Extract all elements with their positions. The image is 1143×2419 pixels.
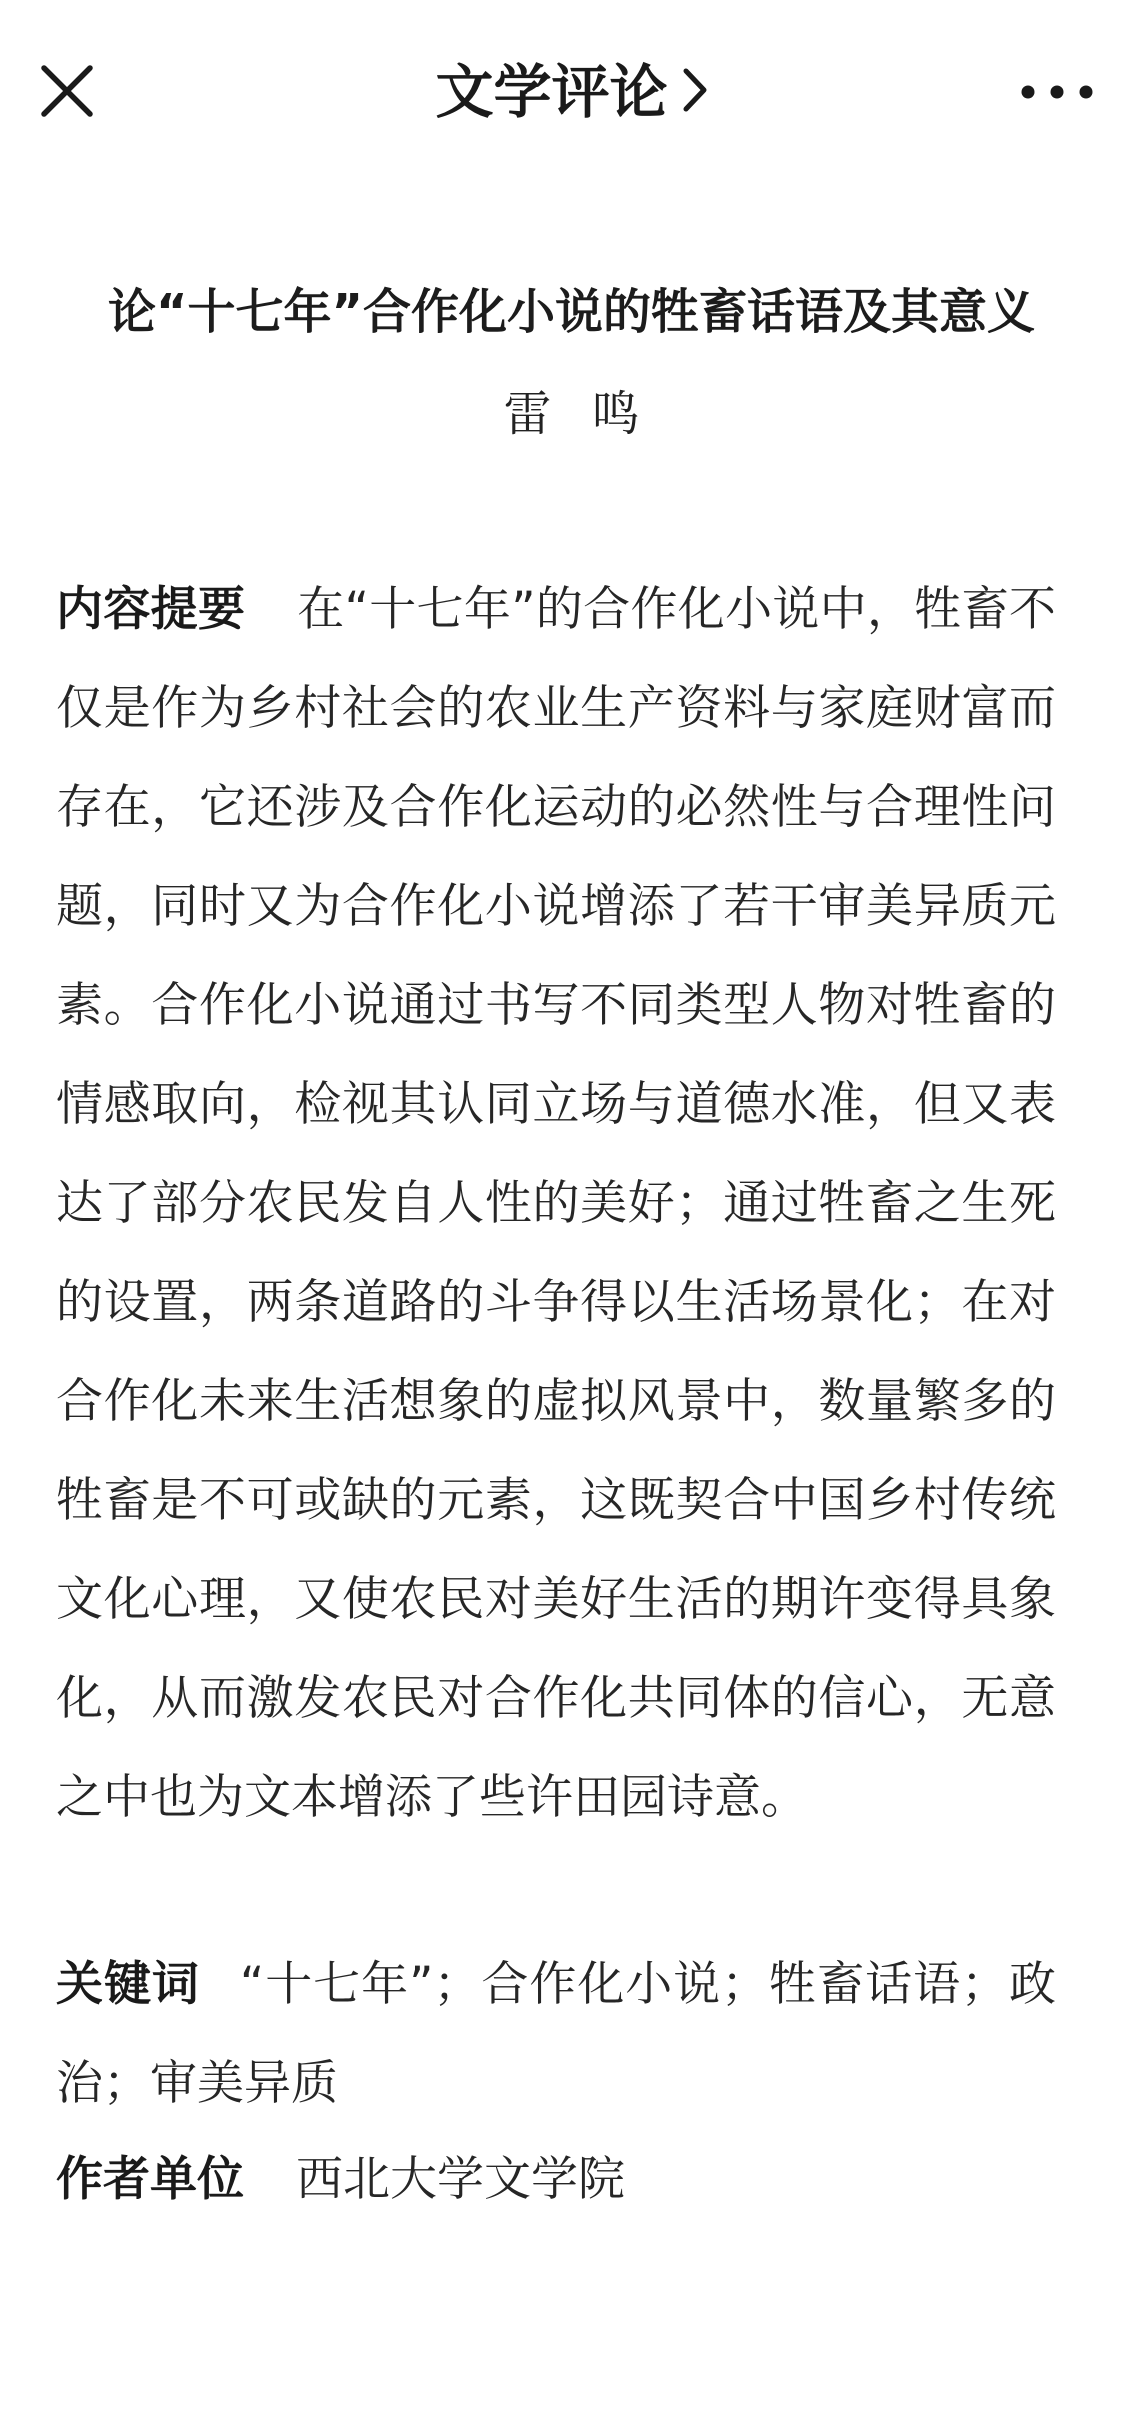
more-icon — [1018, 70, 1096, 114]
affiliation-section — [56, 2130, 1056, 2229]
article-author: 雷鸣 — [503, 386, 680, 442]
article-title: 论“十七年”合作化小说的牲畜话语及其意义 — [107, 284, 1036, 340]
account-title-link[interactable] — [0, 52, 1143, 132]
keywords-label: 关键词 — [56, 1957, 200, 2012]
abstract-text: 在“十七年”的合作化小说中，牲畜不仅是作为乡村社会的农业生产资料与家庭财富而存在，它还涉及合作化运动的必然性与合理性问题，同时又为合作化小说增添了若干审美异质元素。合作化小说通过书写不同类型人物对牲畜的情感取向，检视其认同立场与道德水准，但又表达了部分农民发自人性的美好；通过牲畜之生死的设置，两条道路的斗争得以生活场景化；在对合作化未来生活想象的虚拟风景中，数量繁多的牲畜是不可或缺的元素，这既契合中国乡村传统文化心理，又使农民对美好生活的期许变得具象化，从而激发农民对合作化共同体的信心，无意之中也为文本增添了些许田园诗意。 — [56, 582, 1057, 1825]
more-options-button[interactable] — [1018, 70, 1096, 114]
keywords-section — [56, 1935, 1056, 2133]
affiliation-text: 西北大学文学院 — [296, 2152, 625, 2207]
chevron-right-icon — [682, 67, 708, 113]
affiliation-label: 作者单位 — [56, 2152, 244, 2207]
top-navigation-bar — [0, 0, 1143, 190]
account-title: 文学评论 — [435, 58, 668, 126]
keywords-text: “十七年”；合作化小说；牲畜话语；政治；审美异质 — [56, 1957, 1056, 2111]
abstract-section — [56, 560, 1056, 1847]
abstract-label: 内容提要 — [56, 582, 246, 637]
